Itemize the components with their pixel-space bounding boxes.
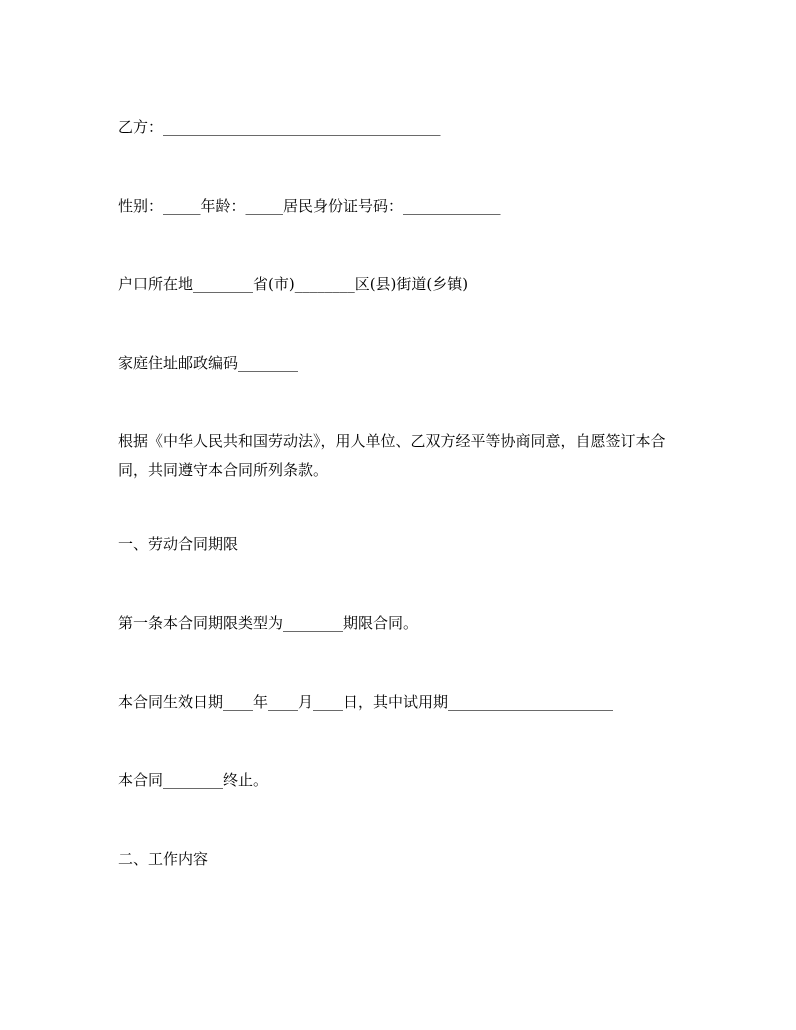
- termination-line: 本合同________终止。: [118, 771, 269, 789]
- personal-info-line: 性别：_____年龄：_____居民身份证号码：_____________: [118, 197, 501, 215]
- section-1-heading: 一、劳动合同期限: [118, 535, 239, 553]
- effective-date-line: 本合同生效日期____年____月____日，其中试用期______________________: [118, 693, 614, 711]
- household-registration-line: 户口所在地________省(市)________区(县)街道(乡镇): [118, 275, 469, 293]
- home-address-line: 家庭住址邮政编码________: [118, 354, 299, 372]
- preamble-paragraph: 根据《中华人民共和国劳动法》，用人单位、乙双方经平等协商同意，自愿签订本合同，共同遵守本合同所列条款。: [118, 432, 666, 479]
- party-b-line: 乙方：_____________________________________: [118, 118, 441, 136]
- section-2-heading: 二、工作内容: [118, 850, 209, 868]
- article-1-line: 第一条本合同期限类型为________期限合同。: [118, 614, 419, 632]
